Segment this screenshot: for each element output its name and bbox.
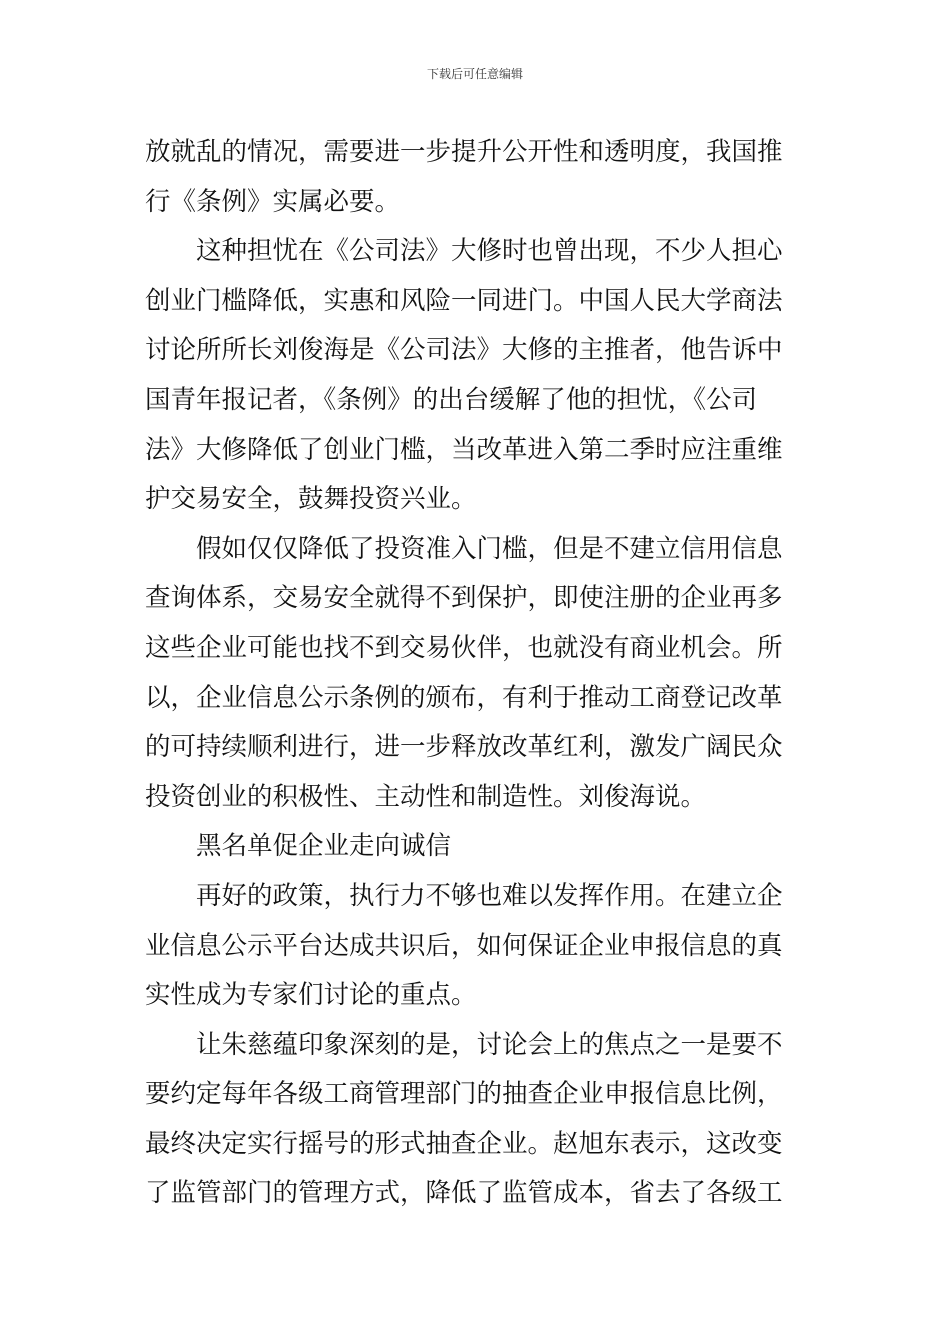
page-header: 下载后可任意编辑: [426, 67, 523, 81]
text-line: 创业门槛降低，实惠和风险一同进门。中国人民大学商法: [145, 285, 783, 316]
text-line: 讨论所所长刘俊海是《公司法》大修的主推者，他告诉中: [145, 335, 783, 366]
text-line: 查询体系，交易安全就得不到保护，即使注册的企业再多: [145, 583, 783, 614]
text-line: 再好的政策，执行力不够也难以发挥作用。在建立企: [196, 880, 783, 911]
text-line: 护交易安全，鼓舞投资兴业。: [145, 484, 477, 515]
text-line: 的可持续顺利进行，进一步释放改革红利，激发广阔民众: [145, 732, 783, 763]
text-line: 投资创业的积极性、主动性和制造性。刘俊海说。: [145, 781, 707, 812]
text-line: 国青年报记者，《条例》的出台缓解了他的担忧，《公司: [145, 384, 758, 415]
text-line: 这种担忧在《公司法》大修时也曾出现，不少人担心: [196, 236, 783, 267]
text-line: 了监管部门的管理方式，降低了监管成本，省去了各级工: [145, 1178, 783, 1209]
section-heading: 黑名单促企业走向诚信: [196, 831, 452, 862]
text-line: 以，企业信息公示条例的颁布，有利于推动工商登记改革: [145, 682, 783, 713]
text-line: 最终决定实行摇号的形式抽查企业。赵旭东表示，这改变: [145, 1128, 783, 1159]
text-line: 放就乱的情况，需要进一步提升公开性和透明度，我国推: [145, 137, 783, 167]
text-line: 这些企业可能也找不到交易伙伴，也就没有商业机会。所: [145, 632, 783, 663]
document-body: [145, 128, 810, 1219]
text-line: 行《条例》实属必要。: [145, 186, 401, 217]
text-line: 假如仅仅降低了投资准入门槛，但是不建立信用信息: [196, 533, 783, 564]
text-line: 实性成为专家们讨论的重点。: [145, 980, 477, 1011]
text-line: 法》大修降低了创业门槛，当改革进入第二季时应注重维: [145, 434, 783, 465]
text-line: 要约定每年各级工商管理部门的抽查企业申报信息比例，: [145, 1079, 783, 1110]
text-line: 让朱慈蕴印象深刻的是，讨论会上的焦点之一是要不: [196, 1029, 783, 1060]
text-line: 业信息公示平台达成共识后，如何保证企业申报信息的真: [145, 930, 783, 961]
